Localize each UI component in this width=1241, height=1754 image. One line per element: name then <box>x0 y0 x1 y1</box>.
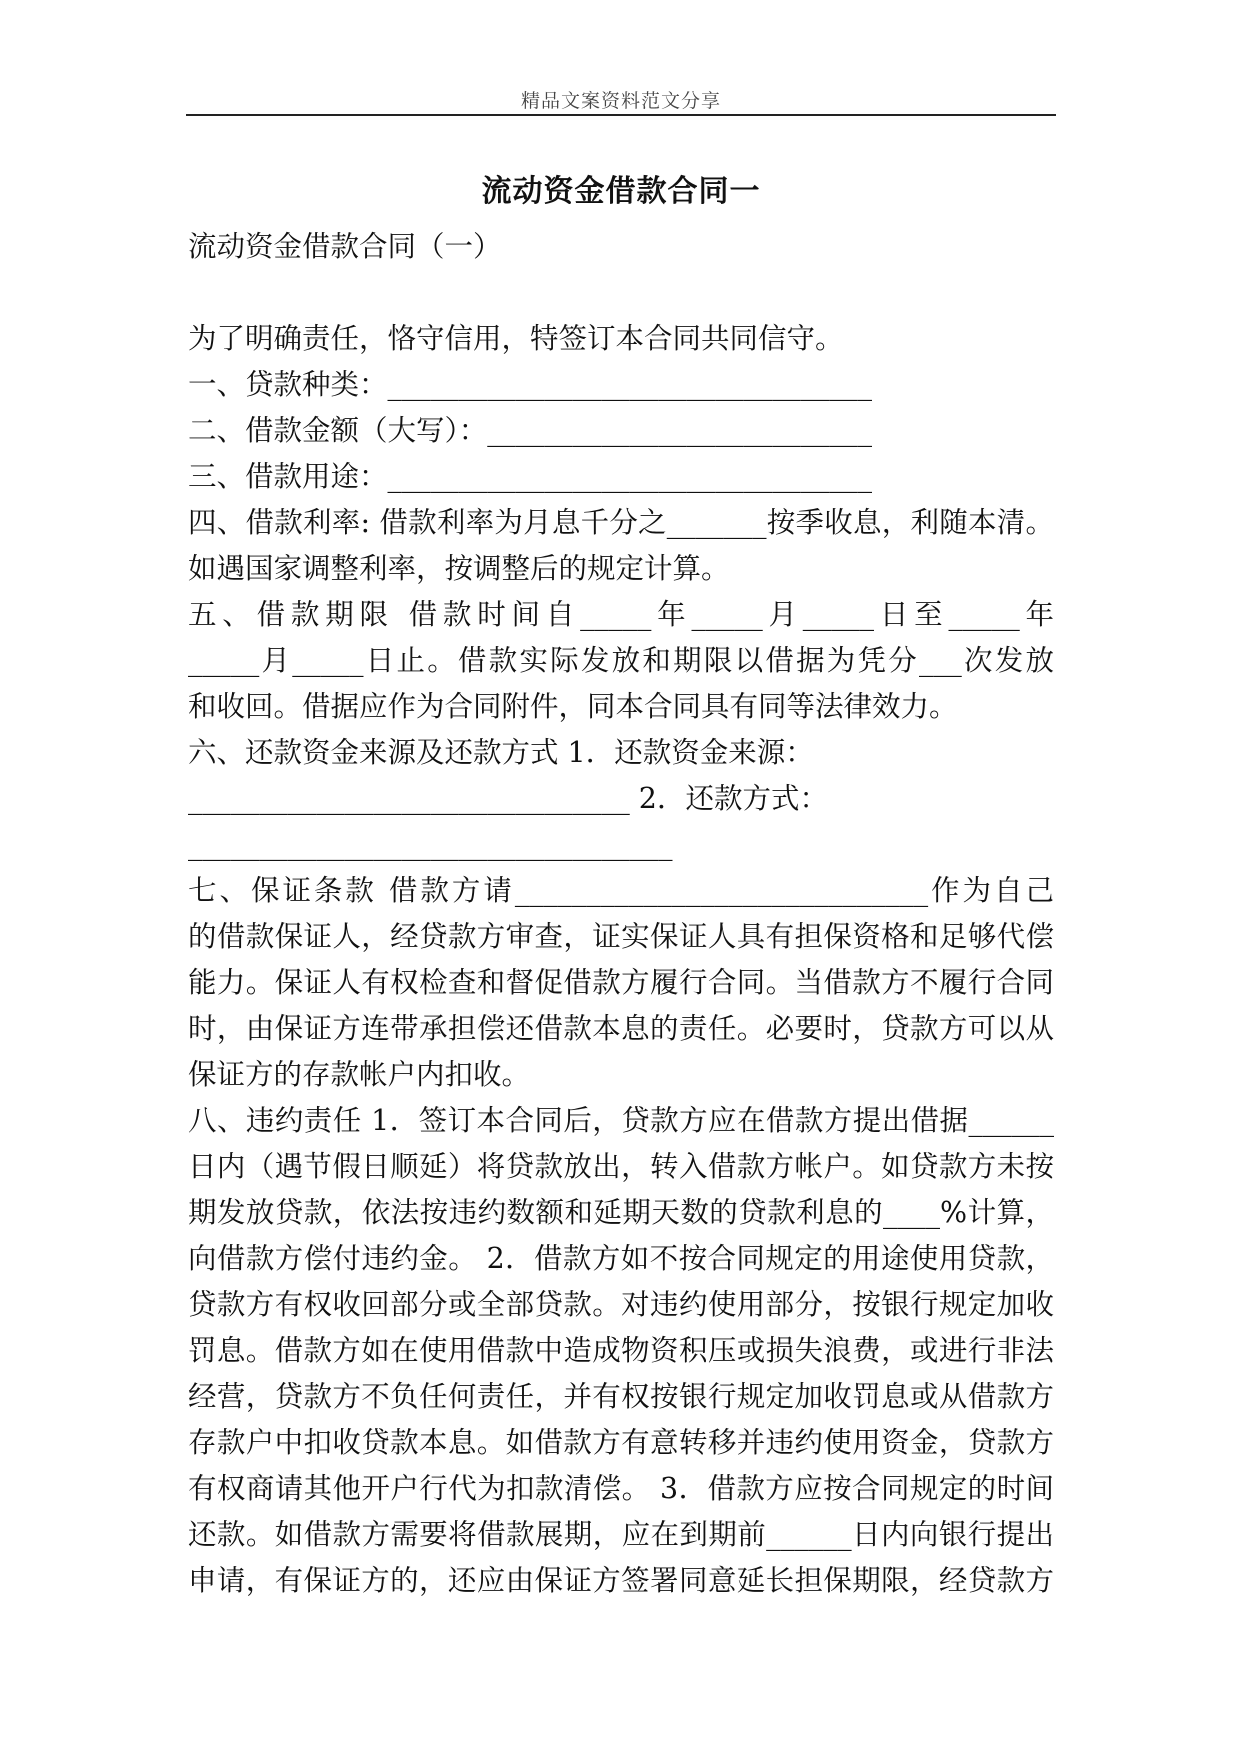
body-line: 的借款保证人，经贷款方审查，证实保证人具有担保资格和足够代偿 <box>188 920 1054 953</box>
body-line: 和收回。借据应作为合同附件，同本合同具有同等法律效力。 <box>188 690 958 723</box>
body-line: 经营，贷款方不负任何责任，并有权按银行规定加收罚息或从借款方 <box>188 1380 1054 1413</box>
body-line: 申请，有保证方的，还应由保证方签署同意延长担保期限，经贷款方 <box>188 1564 1054 1597</box>
body-line: 为了明确责任，恪守信用，特签订本合同共同信守。 <box>188 322 844 355</box>
body-line: 罚息。借款方如在使用借款中造成物资积压或损失浪费，或进行非法 <box>188 1334 1054 1367</box>
blank-line <box>188 270 1054 316</box>
body-line: 流动资金借款合同（一） <box>188 230 502 263</box>
page-header-text: 精品文案资料范文分享 <box>520 90 721 112</box>
body-line: 存款户中扣收贷款本息。如借款方有意转移并违约使用资金，贷款方 <box>188 1426 1054 1459</box>
body-line: 三、借款用途：__________________________________ <box>188 460 873 493</box>
body-line: _____月_____日止。借款实际发放和期限以借据为凭分___次发放 <box>188 644 1054 677</box>
body-line: 有权商请其他开户行代为扣款清偿。 3．借款方应按合同规定的时间 <box>188 1472 1054 1505</box>
body-line: __________________________________ <box>188 828 673 861</box>
body-line: 时，由保证方连带承担偿还借款本息的责任。必要时，贷款方可以从 <box>188 1012 1054 1045</box>
body-line: 保证方的存款帐户内扣收。 <box>188 1058 531 1091</box>
body-line: _______________________________ 2．还款方式： <box>188 782 828 815</box>
body-line: 还款。如借款方需要将借款展期，应在到期前______日内向银行提出 <box>188 1518 1054 1551</box>
body-line: 六、还款资金来源及还款方式 1．还款资金来源： <box>188 736 814 769</box>
body-line: 八、违约责任 1．签订本合同后，贷款方应在借款方提出借据______ <box>188 1104 1054 1137</box>
body-line: 贷款方有权收回部分或全部贷款。对违约使用部分，按银行规定加收 <box>188 1288 1054 1321</box>
document-body <box>188 224 1054 1604</box>
document-title: 流动资金借款合同一 <box>481 174 761 209</box>
body-line: 四、借款利率: 借款利率为月息千分之_______按季收息，利随本清。 <box>188 506 1054 539</box>
body-line: 向借款方偿付违约金。 2．借款方如不按合同规定的用途使用贷款， <box>188 1242 1054 1275</box>
body-line: 二、借款金额（大写）：___________________________ <box>188 414 873 447</box>
body-line: 日内（遇节假日顺延）将贷款放出，转入借款方帐户。如贷款方未按 <box>188 1150 1054 1183</box>
body-line: 五、借款期限 借款时间自_____年_____月_____日至_____年 <box>188 598 1054 631</box>
body-line: 能力。保证人有权检查和督促借款方履行合同。当借款方不履行合同 <box>188 966 1054 999</box>
body-line: 如遇国家调整利率，按调整后的规定计算。 <box>188 552 730 585</box>
header-rule <box>186 114 1056 116</box>
body-line: 七、保证条款 借款方请_____________________________作为自己 <box>188 874 1054 907</box>
body-line: 一、贷款种类：__________________________________ <box>188 368 873 401</box>
body-line: 期发放贷款，依法按违约数额和延期天数的贷款利息的____%计算， <box>188 1196 1054 1229</box>
